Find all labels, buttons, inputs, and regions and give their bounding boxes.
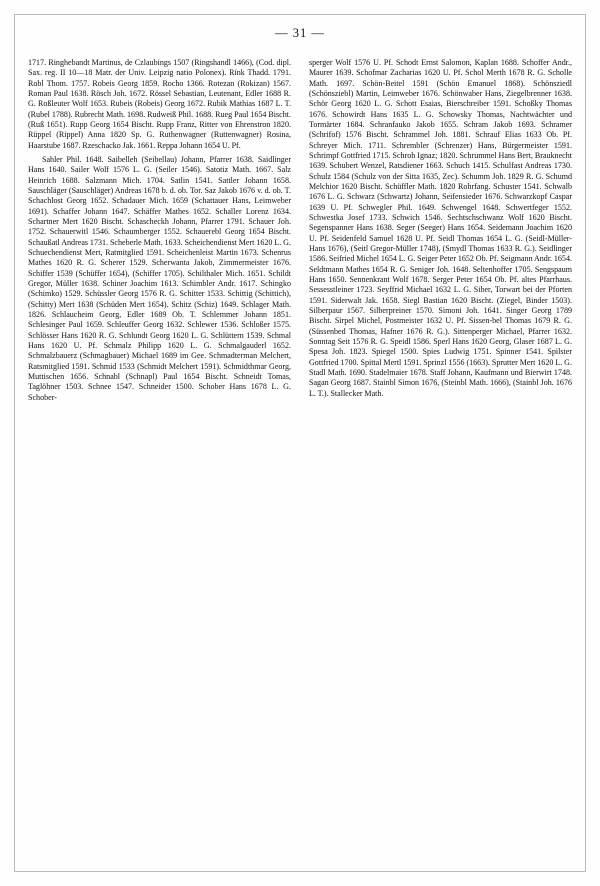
right-column: [309, 58, 572, 864]
page-number: — 31 —: [275, 26, 325, 40]
left-column: [28, 58, 291, 864]
paragraph-ringhebandt: 1717. Ringhebandt Martinus, de Czlaubings 1507 (Ringshandl 1466), (Cod. dipl. Sax. reg. II 10—18 Matr. der Univ. Leipzig natio Polonex). Rink Thadd. 1791. Robl Thom. 1757. Robeis Georg 1859. Rocho 1366. Rotezan (Rokizan) 1567. Roman Paul 1638. Rösch Joh. 1672. Rössel Sebastian, Leutenant, Edler 1688 R. G. Roßleuter Wolf 1653. Rubeis (Robeis) Georg 1672. Rubik Mathias 1687 L. T. (Rubel 1788). Rubrecht Math. 1698. Rudweiß Phil. 1688. Rueg Paul 1654 Bischt. (Ruß 1651). Rupp Georg 1654 Bischt. Rupp Franz, Ritter von Ehrenstron 1820. Rüppel (Rippel) Anna 1820 Sp. G. Ruthenwagner (Ruttenwagner) Rosina, Haarstube 1687. Rzeschacko Jak. 1661. Reppa Johann 1654 U. Pf.: [28, 58, 291, 150]
text-columns: [28, 58, 572, 864]
paragraph-sahler: Sahler Phil. 1648. Saibelleh (Seibellau) Johann, Pfarrer 1638. Saidlinger Hans 1640. Sailer Wolf 1576 L. G. (Seiler 1546). Satotiz Math. 1667. Salz Heinrich 1688. Salzmann Mich. 1704. Satlin 1541. Sattler Johann 1658. Sauschläger (Sauschläger) Andreas 1678 b. d. ob. Tor. Saz Jakob 1676 v. d. ob. T. Schachlost Georg 1652. Schadauer Mich. 1659 (Schattauer Hans, Leimweber 1691). Schaffer Johann 1647. Schäffer Mathes 1652. Schaller Lorenz 1634. Schartner Mert 1620 Bischt. Schascheckh Johann, Pfarrer 1791. Schauer Joh. 1752. Schauerwitl 1546. Schaumberger 1552. Schauerebl Georg 1654 Bischt. Schaußatl Andreas 1731. Scheberle Math. 1633. Scheichendienst Mert 1620 L. G. Schuechendienst Mert, Ratmitglied 1591. Scheichenleist Martin 1673. Schenrus Mathes 1620 R. G. Scherer 1529. Scherwanta Jakob, Zimmermeister 1676. Schiffer 1539 (Schüffer 1654), (Schiffer 1705). Schilthaler Mich. 1651. Schildt Gregor, Müller 1638. Schiner Joachim 1613. Schimbler Andr. 1617. Schingko (Schimko) 1529. Schüssler Georg 1576 R. G. Schitter 1533. Schittig (Schittich), (Schitty) Mert 1638 (Schüden Mert 1654). Schitz (Schiz) 1649. Schlager Math. 1826. Schlaucheim Georg, Edler 1689 Ob. T. Schlemmer Johann 1851. Schlesinger Paul 1659. Schleuffer Georg 1632. Schlewer 1536. Schloßer 1575. Schlösser Hans 1620 R. G. Schlundt Georg 1620 L. G. Schlüttern 1539. Schmal Hans 1620 U. Pf. Schmalz Philipp 1620 L. G. Schmalgauderl 1652. Schmalzbauerz (Schmagbauer) Michael 1689 im Gee. Schmadterman Melchert, Ratsmitglied 1591. Schmid 1533 (Schmidt Melchert 1591). Schmidthmar Georg, Muttischen 1656. Schnabl (Schnapl) Paul 1654 Bischt. Schneidt Tomas, Taglöhner 1503. Schnee 1547. Schneider 1500. Schober Hans 1678 L. G. Schober-: [28, 154, 291, 402]
paragraph-schobersperger: sperger Wolf 1576 U. Pf. Schodt Ernst Salomon, Kaplan 1688. Schoffer Andr., Maurer 1639. Schofmar Zacharias 1620 U. Pf. Schol Merth 1678 R. G. Scholle Math. 1697. Schön-Beitel 1591 (Schön Emanuel 1868). Schönsziedl (Schönsziebl) Martin, Leimweber 1676. Schönwaber Hans, Ziegelbrenner 1638. Schör Georg 1620 L. G. Schott Esaias, Bierschreiber 1591. Schoßky Thomas 1676. Schowirdt Hans 1635 L. G. Schowsky Thomas, Nachtwächter und Tormärter 1684. Schranfauko Jakob 1655. Schram Jakob 1693. Schramer (Schrifof) 1576 Bischt. Schrammel Joh. 1881. Schrauf Elias 1633 Ob. Pf. Schreyer Mich. 1711. Schrembler (Schrenzer) Hans, Bürgermeister 1591. Schrimpf Gottfried 1715. Schroh Ignaz; 1820. Schrummel Hans Bert, Brauknecht 1639. Schubert Wenzel, Ratsdiener 1663. Schuch 1415. Schulfast Andreas 1730. Schulz 1584 (Schulz von der Sitta 1635, Zec). Schumm Joh. 1829 R. G. Schumd Melchior 1620 Bischt. Schüffler Math. 1820 Rohrfang. Schuster 1541. Schwalb 1676 L. G. Schwarz (Schwartz) Johann, Seifensieder 1676. Schwarzkopf Caspar 1639 U. Pf. Schwegler Phil. 1649. Schwengel 1648. Schwertfeger 1552. Schwestka Josef 1733. Schwich 1546. Sechtschschwanz Wolf 1620 Bischt. Segenspanner Hans 1638. Seger (Seeger) Hans 1654. Seidemann Joachim 1620 U. Pf. Seidenfeld Samuel 1628 U. Pf. Seidl Thomas 1654 L. G. (Seidl-Müller-Hans 1676), (Seitl Gregor-Müller 1748), (Smydl Thomas 1633 R. G.). Seidlinger 1586. Seifried Michel 1654 L. G. Seiger Peter 1652 Ob. Pf. Seigmann Andr. 1654. Seldtmann Mathes 1654 R. G. Seniger Joh. 1648. Seltenhoffer 1705. Sengspaum Hans 1650. Sennenkrant Wolf 1678. Serger Peter 1654 Ob. Pf. altes Pfarrhaus. Sessesstleiner 1723. Seyffrid Michael 1632 L. G. Siber, Torwart bei der Pforten 1591. Siderwalt Jak. 1658. Siegl Bastian 1620 Bischt. (Ziegel, Binder 1503). Silberpaur 1567. Silberpreiner 1570. Simoni Joh. 1641. Singer Georg 1789 Bischt. Sirpel Michel, Postmeister 1632 U. Pf. Sissen-bel Thomas 1679 R. G. (Süssenbed Thomas, Hafner 1676 R. G.). Sittenperger Michael, Pfarrer 1632. Sonntag Seit 1576 R. G. Speidl 1586. Sperl Hans 1620 Georg, Glaser 1687 L. G. Spesa Joh. 1823. Spiegel 1500. Spies Ludwig 1751. Spinner 1541. Spilster Gottfried 1700. Spittal Mertl 1591. Sprinzl 1556 (1663). Sprutter Mert 1620 L. G. Stadl Math. 1690. Stadelmaier 1678. Staff Johann, Kaufmann und Bierwirt 1748. Sagan Georg 1687. Stainbl Simon 1676, (Steinbl Math. 1666), (Stainbl Joh. 1676 L. T.). Stallecker Math.: [309, 58, 572, 398]
